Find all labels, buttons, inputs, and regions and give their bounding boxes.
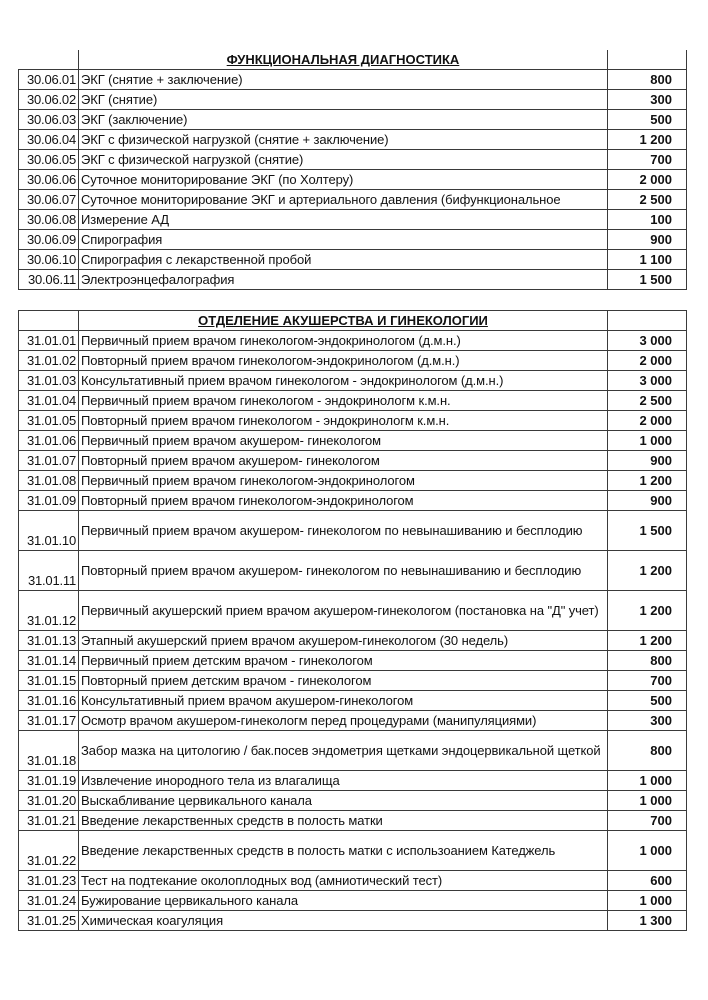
- section-header-row: [19, 50, 687, 70]
- service-price: 1 000: [608, 791, 687, 811]
- table-row: [19, 371, 687, 391]
- service-price: 1 000: [608, 431, 687, 451]
- service-price: 300: [608, 90, 687, 110]
- service-code: 30.06.04: [19, 130, 79, 150]
- service-code: 31.01.10: [19, 511, 79, 551]
- table-row: [19, 491, 687, 511]
- header-code-cell: [19, 311, 79, 331]
- service-name: Консультативный прием врачом акушером-гинекологом: [79, 691, 608, 711]
- service-name: ЭКГ (заключение): [79, 110, 608, 130]
- service-name: Тест на подтекание околоплодных вод (амниотический тест): [79, 871, 608, 891]
- service-code: 31.01.18: [19, 731, 79, 771]
- service-price: 2 000: [608, 170, 687, 190]
- service-price: 2 000: [608, 411, 687, 431]
- service-name: Повторный прием врачом гинекологом-эндокринологом: [79, 491, 608, 511]
- section-title: [79, 311, 608, 331]
- service-code: 30.06.05: [19, 150, 79, 170]
- service-price: 1 300: [608, 911, 687, 931]
- service-price: 900: [608, 491, 687, 511]
- service-price: 1 200: [608, 631, 687, 651]
- table-row: [19, 911, 687, 931]
- service-price: 3 000: [608, 371, 687, 391]
- service-price: 3 000: [608, 331, 687, 351]
- section-title: [79, 50, 608, 70]
- service-price: 1 500: [608, 511, 687, 551]
- service-price: 1 500: [608, 270, 687, 290]
- service-price: 600: [608, 871, 687, 891]
- service-code: 30.06.02: [19, 90, 79, 110]
- service-price: 1 000: [608, 771, 687, 791]
- section-title-text: ФУНКЦИОНАЛЬНАЯ ДИАГНОСТИКА: [226, 52, 460, 67]
- table-row: [19, 451, 687, 471]
- table-row: [19, 551, 687, 591]
- service-code: 31.01.09: [19, 491, 79, 511]
- service-price: 900: [608, 451, 687, 471]
- service-code: 30.06.01: [19, 70, 79, 90]
- service-price: 800: [608, 651, 687, 671]
- table-row: [19, 631, 687, 651]
- service-code: 30.06.08: [19, 210, 79, 230]
- table-row: [19, 671, 687, 691]
- service-code: 31.01.21: [19, 811, 79, 831]
- table-row: [19, 511, 687, 551]
- header-price-cell: [608, 50, 687, 70]
- service-price: 800: [608, 731, 687, 771]
- service-name: Первичный прием врачом гинекологом-эндокринологом (д.м.н.): [79, 331, 608, 351]
- table-row: [19, 250, 687, 270]
- table-row: [19, 210, 687, 230]
- service-code: 31.01.25: [19, 911, 79, 931]
- service-code: 30.06.10: [19, 250, 79, 270]
- section-header-row: [19, 311, 687, 331]
- service-name: Спирография с лекарственной пробой: [79, 250, 608, 270]
- service-name: Консультативный прием врачом гинекологом - эндокринологом (д.м.н.): [79, 371, 608, 391]
- service-price: 700: [608, 150, 687, 170]
- service-name: Выскабливание цервикального канала: [79, 791, 608, 811]
- table-row: [19, 351, 687, 371]
- table-row: [19, 331, 687, 351]
- service-name: Первичный прием врачом гинекологом-эндокринологом: [79, 471, 608, 491]
- service-name: Повторный прием врачом гинекологом - эндокринологм к.м.н.: [79, 411, 608, 431]
- service-price: 1 000: [608, 831, 687, 871]
- service-price: 100: [608, 210, 687, 230]
- service-name: Забор мазка на цитологию / бак.посев эндометрия щетками эндоцервикальной щеткой: [79, 731, 608, 771]
- service-code: 31.01.20: [19, 791, 79, 811]
- table-row: [19, 110, 687, 130]
- section-title-text: ОТДЕЛЕНИЕ АКУШЕРСТВА И ГИНЕКОЛОГИИ: [198, 313, 488, 328]
- service-code: 31.01.22: [19, 831, 79, 871]
- service-name: Электроэнцефалография: [79, 270, 608, 290]
- service-code: 31.01.23: [19, 871, 79, 891]
- service-code: 31.01.15: [19, 671, 79, 691]
- service-code: 30.06.07: [19, 190, 79, 210]
- service-code: 31.01.07: [19, 451, 79, 471]
- service-name: Измерение АД: [79, 210, 608, 230]
- table-row: [19, 170, 687, 190]
- table-row: [19, 591, 687, 631]
- service-code: 31.01.03: [19, 371, 79, 391]
- service-code: 31.01.13: [19, 631, 79, 651]
- header-code-cell: [19, 50, 79, 70]
- service-name: Повторный прием врачом акушером- гинекологом по невынашиванию и бесплодию: [79, 551, 608, 591]
- price-table-obstetrics-gynecology: [18, 310, 687, 931]
- service-name: Первичный прием врачом акушером- гинекологом: [79, 431, 608, 451]
- service-code: 31.01.17: [19, 711, 79, 731]
- table-row: [19, 150, 687, 170]
- service-name: Повторный прием врачом акушером- гинекологом: [79, 451, 608, 471]
- table-row: [19, 90, 687, 110]
- table-row: [19, 270, 687, 290]
- service-name: Этапный акушерский прием врачом акушером-гинекологом (30 недель): [79, 631, 608, 651]
- table-row: [19, 130, 687, 150]
- service-name: Введение лекарственных средств в полость матки: [79, 811, 608, 831]
- service-name: Повторный прием детским врачом - гинекологом: [79, 671, 608, 691]
- service-name: Первичный прием детским врачом - гинекологом: [79, 651, 608, 671]
- service-price: 1 200: [608, 551, 687, 591]
- service-name: Первичный прием врачом гинекологом - эндокринологм к.м.н.: [79, 391, 608, 411]
- service-name: ЭКГ (снятие + заключение): [79, 70, 608, 90]
- service-code: 30.06.09: [19, 230, 79, 250]
- service-name: ЭКГ (снятие): [79, 90, 608, 110]
- service-code: 31.01.24: [19, 891, 79, 911]
- service-name: Бужирование цервикального канала: [79, 891, 608, 911]
- table-row: [19, 190, 687, 210]
- header-price-cell: [608, 311, 687, 331]
- table-row: [19, 651, 687, 671]
- service-price: 1 200: [608, 471, 687, 491]
- service-code: 31.01.19: [19, 771, 79, 791]
- service-name: Осмотр врачом акушером-гинекологм перед процедурами (манипуляциями): [79, 711, 608, 731]
- table-row: [19, 871, 687, 891]
- table-row: [19, 431, 687, 451]
- table-row: [19, 891, 687, 911]
- service-code: 31.01.08: [19, 471, 79, 491]
- service-price: 800: [608, 70, 687, 90]
- service-code: 31.01.01: [19, 331, 79, 351]
- service-name: Введение лекарственных средств в полость матки с использоанием Катеджель: [79, 831, 608, 871]
- service-price: 2 500: [608, 190, 687, 210]
- service-code: 30.06.11: [19, 270, 79, 290]
- table-row: [19, 811, 687, 831]
- service-name: ЭКГ с физической нагрузкой (снятие): [79, 150, 608, 170]
- service-name: Первичный прием врачом акушером- гинекологом по невынашиванию и бесплодию: [79, 511, 608, 551]
- service-name: Спирография: [79, 230, 608, 250]
- table-row: [19, 471, 687, 491]
- table-row: [19, 731, 687, 771]
- table-row: [19, 411, 687, 431]
- service-price: 1 000: [608, 891, 687, 911]
- service-name: Повторный прием врачом гинекологом-эндокринологом (д.м.н.): [79, 351, 608, 371]
- service-code: 31.01.04: [19, 391, 79, 411]
- service-name: Суточное мониторирование ЭКГ и артериального давления (бифункциональное: [79, 190, 608, 210]
- service-name: Суточное мониторирование ЭКГ (по Холтеру): [79, 170, 608, 190]
- service-code: 31.01.14: [19, 651, 79, 671]
- service-code: 30.06.06: [19, 170, 79, 190]
- table-row: [19, 230, 687, 250]
- table-row: [19, 70, 687, 90]
- section-functional-diagnostics: [18, 50, 686, 290]
- table-row: [19, 771, 687, 791]
- service-code: 31.01.16: [19, 691, 79, 711]
- service-price: 900: [608, 230, 687, 250]
- service-name: Извлечение инородного тела из влагалища: [79, 771, 608, 791]
- service-code: 30.06.03: [19, 110, 79, 130]
- table-row: [19, 791, 687, 811]
- service-name: Химическая коагуляция: [79, 911, 608, 931]
- service-price: 2 000: [608, 351, 687, 371]
- service-name: Первичный акушерский прием врачом акушером-гинекологом (постановка на "Д" учет): [79, 591, 608, 631]
- service-price: 300: [608, 711, 687, 731]
- service-code: 31.01.05: [19, 411, 79, 431]
- service-price: 1 200: [608, 591, 687, 631]
- service-name: ЭКГ с физической нагрузкой (снятие + заключение): [79, 130, 608, 150]
- service-price: 2 500: [608, 391, 687, 411]
- table-row: [19, 831, 687, 871]
- service-code: 31.01.12: [19, 591, 79, 631]
- service-price: 700: [608, 671, 687, 691]
- service-code: 31.01.06: [19, 431, 79, 451]
- service-code: 31.01.11: [19, 551, 79, 591]
- service-price: 500: [608, 110, 687, 130]
- table-row: [19, 391, 687, 411]
- service-price: 700: [608, 811, 687, 831]
- service-price: 500: [608, 691, 687, 711]
- table-row: [19, 691, 687, 711]
- price-table-functional-diagnostics: [18, 50, 687, 290]
- service-price: 1 100: [608, 250, 687, 270]
- service-price: 1 200: [608, 130, 687, 150]
- service-code: 31.01.02: [19, 351, 79, 371]
- section-obstetrics-gynecology: [18, 310, 686, 931]
- table-row: [19, 711, 687, 731]
